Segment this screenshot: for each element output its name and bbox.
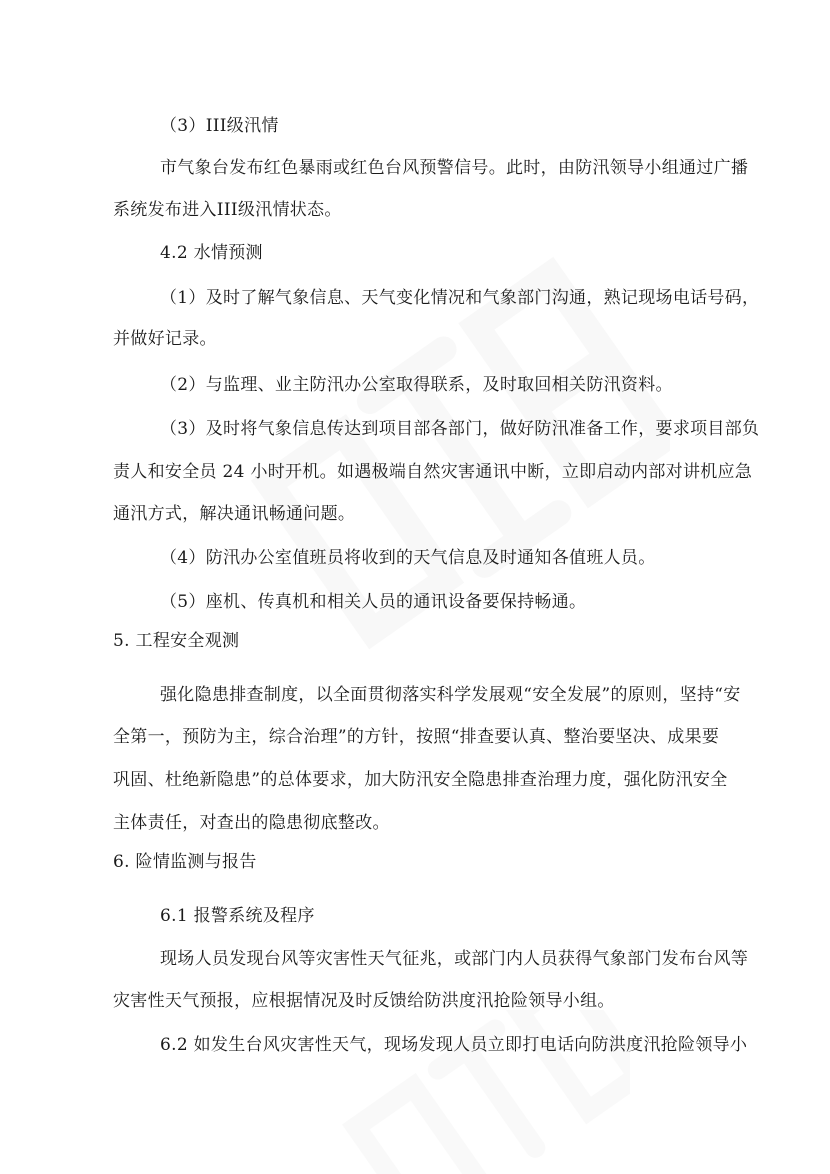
paragraph-line: 现场人员发现台风等灾害性天气征兆，或部门内人员获得气象部门发布台风等 <box>160 949 749 969</box>
paragraph-line: 6.2 如发生台风灾害性天气，现场发现人员立即打电话向防洪度汛抢险领导小 <box>160 1035 748 1055</box>
paragraph-line: 主体责任，对查出的隐患彻底整改。 <box>113 813 390 833</box>
paragraph-line: 责人和安全员 24 小时开机。如遇极端自然灾害通讯中断，立即启动内部对讲机应急 <box>113 462 753 482</box>
paragraph-line: 全第一，预防为主，综合治理”的方针，按照“排查要认真、整治要坚决、成果要 <box>113 727 720 747</box>
paragraph-line: （3）及时将气象信息传达到项目部各部门，做好防汛准备工作，要求项目部负 <box>160 419 760 439</box>
paragraph-line: 通汛方式，解决通讯畅通问题。 <box>113 504 356 524</box>
paragraph-line: 系统发布进入III级汛情状态。 <box>113 200 342 220</box>
paragraph-line: 强化隐患排查制度，以全面贯彻落实科学发展观“安全发展”的原则，坚持“安 <box>160 685 741 705</box>
paragraph-line: 灾害性天气预报，应根据情况及时反馈给防洪度汛抢险领导小组。 <box>113 991 615 1011</box>
paragraph-line: 巩固、杜绝新隐患”的总体要求，加大防汛安全隐患排查治理力度，强化防汛安全 <box>113 770 728 790</box>
section-heading-4-2: 4.2 水情预测 <box>160 243 263 263</box>
paragraph-line: 并做好记录。 <box>113 329 217 349</box>
section-heading-6: 6. 险情监测与报告 <box>113 852 257 872</box>
paragraph-line: （4）防汛办公室值班员将收到的天气信息及时通知各值班人员。 <box>160 548 656 568</box>
subheading-level3-flood: （3）III级汛情 <box>160 116 279 136</box>
section-heading-5: 5. 工程安全观测 <box>113 631 240 651</box>
paragraph-line: （1）及时了解气象信息、天气变化情况和气象部门沟通，熟记现场电话号码， <box>160 288 760 308</box>
paragraph-line: 市气象台发布红色暴雨或红色台风预警信号。此时，由防汛领导小组通过广播 <box>160 158 749 178</box>
paragraph-line: （5）座机、传真机和相关人员的通讯设备要保持畅通。 <box>160 592 587 612</box>
paragraph-line: （2）与监理、业主防汛办公室取得联系，及时取回相关防汛资料。 <box>160 375 673 395</box>
section-heading-6-1: 6.1 报警系统及程序 <box>160 906 315 926</box>
